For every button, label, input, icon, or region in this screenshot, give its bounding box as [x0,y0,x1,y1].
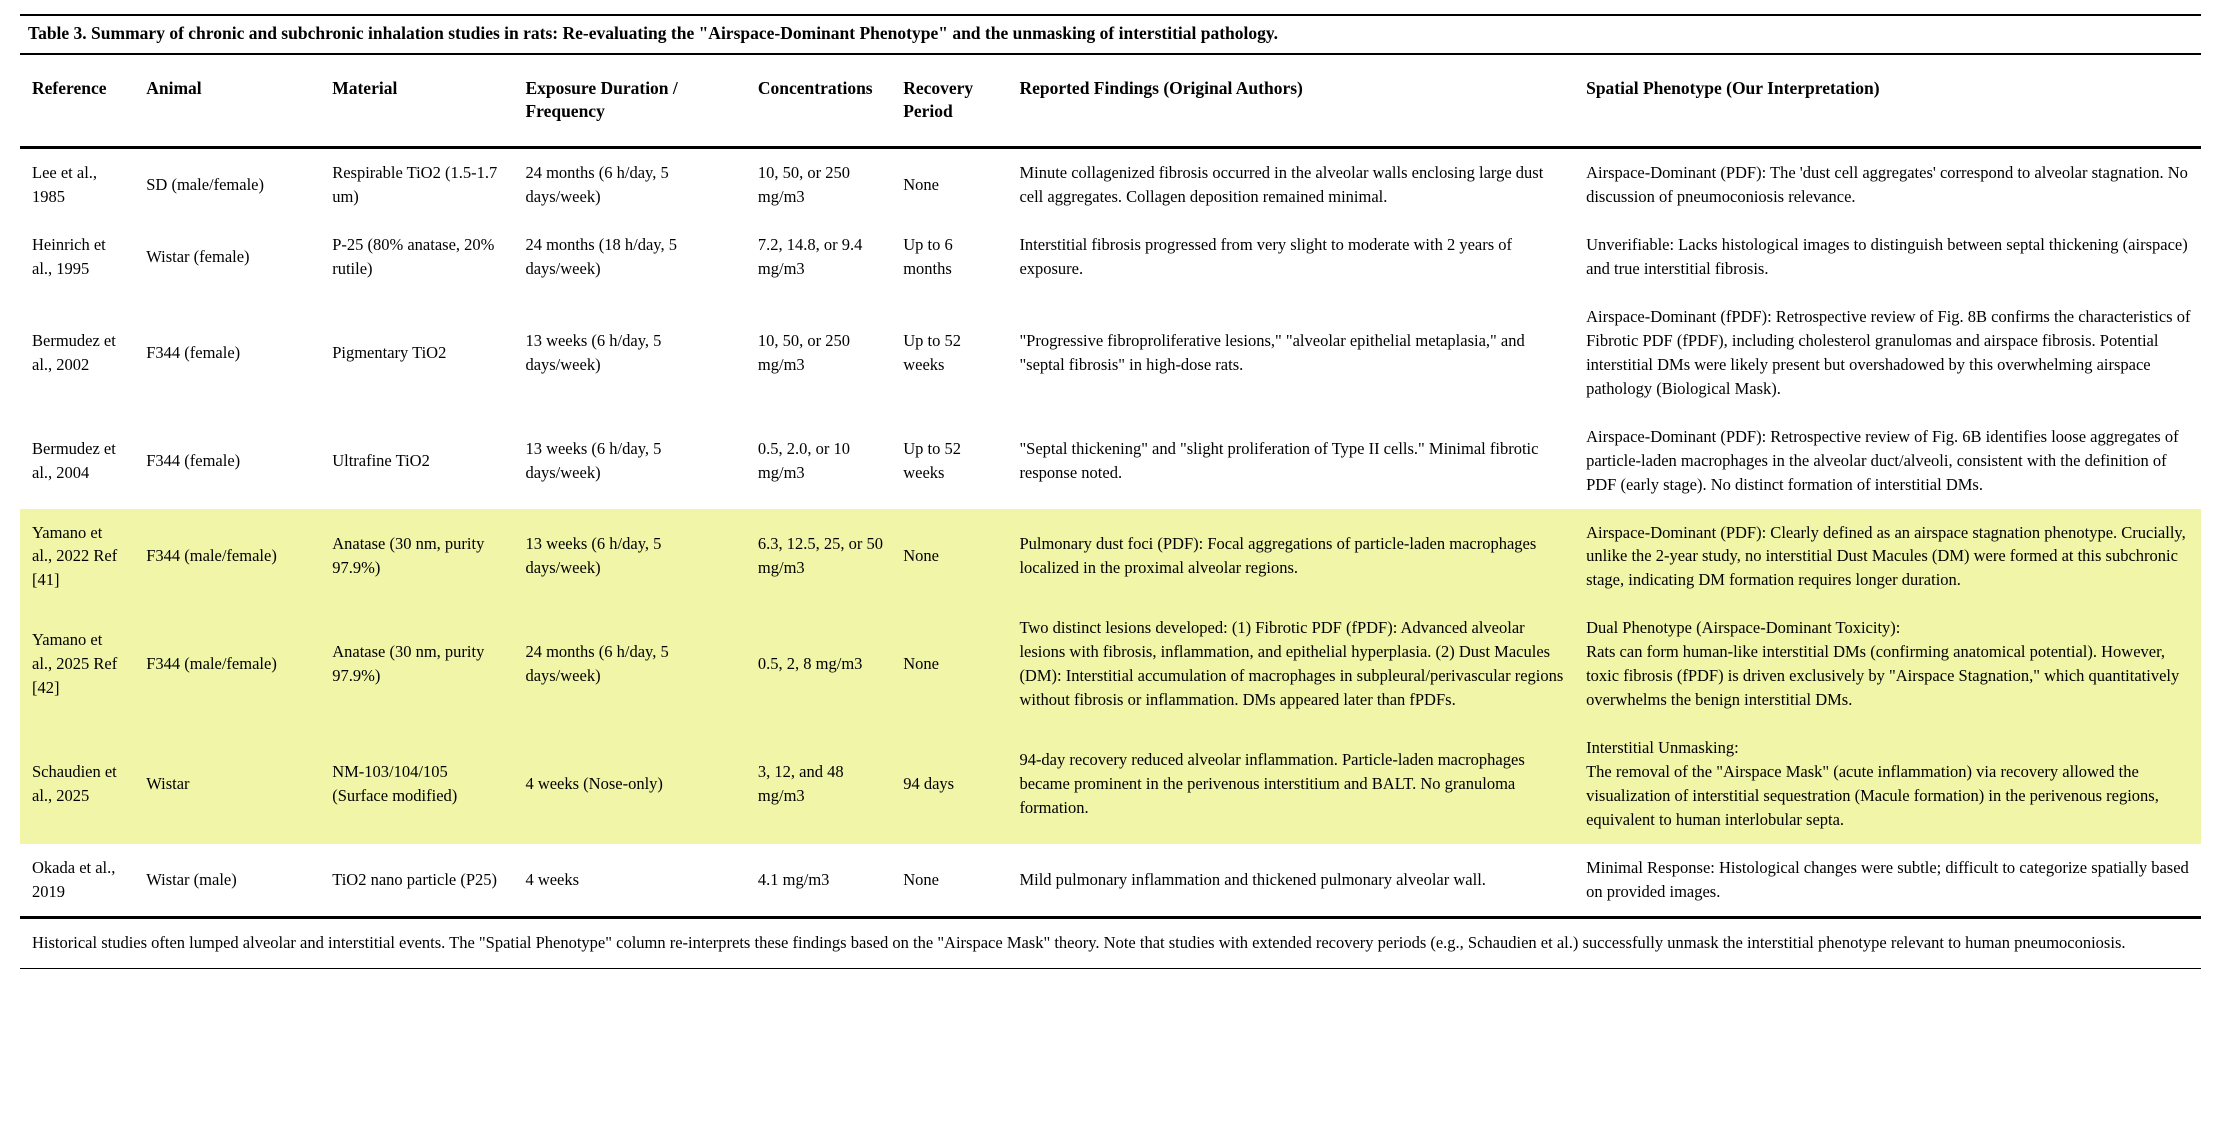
cell-concentrations: 10, 50, or 250 mg/m3 [757,330,851,374]
top-spacer [20,0,2201,14]
column-header-exposure: Exposure Duration / Frequency [515,54,747,148]
cell-concentrations: 6.3, 12.5, 25, or 50 mg/m3 [748,509,893,605]
cell-animal: Wistar (female) [146,247,250,267]
column-header-animal: Animal [136,54,322,148]
cell-line: Rats can form human-like interstitial DMs (confirming anatomical potential). However, toxic fibrosis (fPDF) is driven exclusively by "Airspace Stagnation," which quantitatively overwhelms the benign interstitial DMs. [1586,642,2180,710]
column-header-material: Material [322,54,515,148]
cell-material: Pigmentary TiO2 [332,342,447,362]
cell-line: Dual Phenotype (Airspace-Dominant Toxicity): [1586,618,1901,638]
cell-findings: "Progressive fibroproliferative lesions," "alveolar epithelial metaplasia," and "septal fibrosis" in high-dose rats. [1019,330,1525,374]
column-header-recovery: Recovery Period [893,54,1009,148]
table-row [20,293,2201,413]
cell-reference: Lee et al., 1985 [32,163,98,207]
cell-material: P-25 (80% anatase, 20% rutile) [332,235,495,279]
cell-reference: Bermudez et al., 2002 [32,330,116,374]
cell-material: Anatase (30 nm, purity 97.9%) [322,509,515,605]
summary-table [20,14,2201,969]
table-footnote: Historical studies often lumped alveolar and interstitial events. The "Spatial Phenotype" column re-interprets these findings based on the "Airspace Mask" theory. Note that studies with extended recovery periods (e.g., Schaudien et al.) successfully unmask the interstitial phenotype relevant to human pneumoconiosis. [20,917,2201,969]
cell-findings: "Septal thickening" and "slight proliferation of Type II cells." Minimal fibrotic response noted. [1019,438,1539,482]
table-row [20,844,2201,917]
cell-spatial [1576,604,2201,724]
cell-exposure: 24 months (18 h/day, 5 days/week) [525,235,677,279]
table-row [20,724,2201,844]
column-header-row [20,54,2201,148]
cell-exposure: 4 weeks (Nose-only) [515,724,747,844]
cell-reference: Okada et al., 2019 [20,844,136,917]
table-caption: Table 3. Summary of chronic and subchronic inhalation studies in rats: Re-evaluating the "Airspace-Dominant Phenotype" and the unmasking of interstitial pathology. [20,15,2201,54]
cell-recovery: Up to 6 months [903,235,953,279]
table-row [20,604,2201,724]
cell-recovery: Up to 52 weeks [903,438,961,482]
cell-animal: Wistar (male) [136,844,322,917]
cell-recovery: Up to 52 weeks [903,330,961,374]
cell-spatial: Unverifiable: Lacks histological images to distinguish between septal thickening (airspace) and true interstitial fibrosis. [1586,235,2188,279]
column-header-row-group [20,54,2201,148]
cell-findings: Pulmonary dust foci (PDF): Focal aggregations of particle-laden macrophages localized in the proximal alveolar regions. [1009,509,1576,605]
table-container [20,14,2201,969]
cell-material: Anatase (30 nm, purity 97.9%) [322,604,515,724]
cell-animal: SD (male/female) [146,175,264,195]
cell-findings: 94-day recovery reduced alveolar inflammation. Particle-laden macrophages became prominent in the perivenous interstitium and BALT. No granuloma formation. [1009,724,1576,844]
cell-animal: F344 (male/female) [136,604,322,724]
table-foot [20,917,2201,969]
cell-material: Ultrafine TiO2 [332,450,430,470]
table-row [20,509,2201,605]
cell-reference: Yamano et al., 2022 Ref [41] [20,509,136,605]
table-caption-row [20,15,2201,54]
cell-exposure: 24 months (6 h/day, 5 days/week) [515,604,747,724]
cell-recovery: None [903,175,939,195]
cell-exposure: 24 months (6 h/day, 5 days/week) [525,163,669,207]
cell-line: Interstitial Unmasking: [1586,737,1739,757]
cell-findings: Mild pulmonary inflammation and thickened pulmonary alveolar wall. [1009,844,1576,917]
table-row [20,221,2201,293]
cell-findings: Two distinct lesions developed: (1) Fibrotic PDF (fPDF): Advanced alveolar lesions with fibrosis, inflammation, and epithelial hyperplasia. (2) Dust Macules (DM): Interstitial accumulation of macrophages in subpleural/perivascular regions without fibrosis or inflammation. DMs appeared later than fPDFs. [1009,604,1576,724]
cell-recovery: 94 days [893,724,1009,844]
cell-concentrations: 4.1 mg/m3 [748,844,893,917]
cell-animal: Wistar [136,724,322,844]
cell-material: NM-103/104/105 (Surface modified) [322,724,515,844]
cell-material: TiO2 nano particle (P25) [322,844,515,917]
table-row [20,148,2201,221]
cell-line: The removal of the "Airspace Mask" (acute inflammation) via recovery allowed the visualization of interstitial sequestration (Macule formation) in the perivenous regions, equivalent to human interlobular septa. [1586,761,2159,829]
cell-reference: Yamano et al., 2025 Ref [42] [20,604,136,724]
cell-findings: Interstitial fibrosis progressed from very slight to moderate with 2 years of exposure. [1019,235,1513,279]
cell-reference: Schaudien et al., 2025 [20,724,136,844]
cell-spatial: Airspace-Dominant (PDF): The 'dust cell aggregates' correspond to alveolar stagnation. No discussion of pneumoconiosis relevance. [1586,163,2188,207]
cell-spatial: Airspace-Dominant (PDF): Retrospective review of Fig. 6B identifies loose aggregates of particle-laden macrophages in the alveolar duct/alveoli, consistent with the definition of PDF (early stage). No distinct formation of interstitial DMs. [1586,426,2179,494]
cell-recovery: None [893,604,1009,724]
cell-animal: F344 (female) [146,450,241,470]
table-row [20,413,2201,509]
cell-spatial: Minimal Response: Histological changes were subtle; difficult to categorize spatially based on provided images. [1576,844,2201,917]
cell-concentrations: 10, 50, or 250 mg/m3 [757,163,851,207]
cell-exposure: 13 weeks (6 h/day, 5 days/week) [525,330,662,374]
cell-material: Respirable TiO2 (1.5-1.7 um) [332,163,498,207]
cell-reference: Bermudez et al., 2004 [32,438,116,482]
cell-concentrations: 3, 12, and 48 mg/m3 [748,724,893,844]
footnote-row [20,917,2201,969]
cell-exposure: 13 weeks (6 h/day, 5 days/week) [525,438,662,482]
cell-spatial: Airspace-Dominant (fPDF): Retrospective review of Fig. 8B confirms the characteristics of Fibrotic PDF (fPDF), including cholesterol granulomas and airspace fibrosis. Potential interstitial DMs were likely present but overshadowed by this overwhelming airspace pathology (Biological Mask). [1586,307,2191,398]
column-header-spatial: Spatial Phenotype (Our Interpretation) [1576,54,2201,148]
cell-concentrations: 0.5, 2, 8 mg/m3 [748,604,893,724]
cell-reference: Heinrich et al., 1995 [32,235,106,279]
column-header-findings: Reported Findings (Original Authors) [1009,54,1576,148]
column-header-reference: Reference [20,54,136,148]
cell-spatial: Airspace-Dominant (PDF): Clearly defined as an airspace stagnation phenotype. Crucially, unlike the 2-year study, no interstitial Dust Macules (DM) were formed at this subchronic stage, indicating DM formation requires longer duration. [1576,509,2201,605]
cell-exposure: 4 weeks [515,844,747,917]
cell-recovery: None [893,509,1009,605]
cell-exposure: 13 weeks (6 h/day, 5 days/week) [515,509,747,605]
cell-animal: F344 (male/female) [136,509,322,605]
column-header-concentrations: Concentrations [748,54,893,148]
cell-concentrations: 7.2, 14.8, or 9.4 mg/m3 [757,235,863,279]
table-head-group [20,15,2201,54]
cell-concentrations: 0.5, 2.0, or 10 mg/m3 [757,438,851,482]
cell-animal: F344 (female) [146,342,241,362]
cell-recovery: None [893,844,1009,917]
cell-spatial [1576,724,2201,844]
cell-findings: Minute collagenized fibrosis occurred in the alveolar walls enclosing large dust cell aggregates. Collagen deposition remained minimal. [1019,163,1544,207]
table-body [20,148,2201,917]
